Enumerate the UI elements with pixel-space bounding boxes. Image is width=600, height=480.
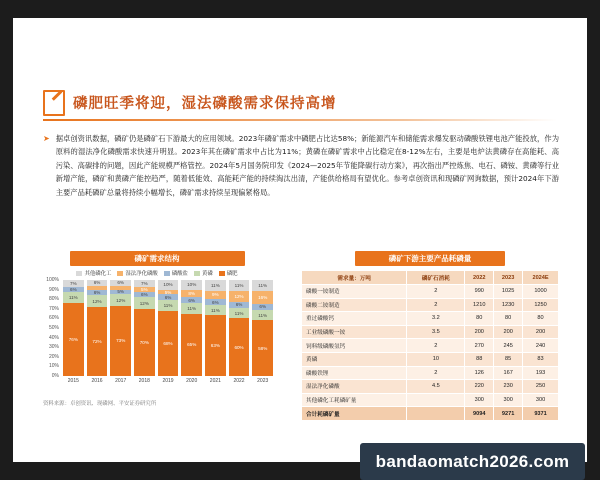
bar-segment: 65% — [181, 314, 202, 376]
bar-segment: 10% — [181, 280, 202, 290]
table-row — [302, 393, 559, 407]
bar-segment: 68% — [158, 311, 179, 376]
title-divider — [43, 119, 557, 121]
legend-item: 湿法净化磷酸 — [117, 269, 157, 277]
table-cell: 9271 — [494, 407, 523, 421]
table-cell: 240 — [523, 339, 559, 353]
bar-segment: 72% — [87, 307, 108, 376]
table-cell: 270 — [465, 339, 494, 353]
table-cell: 1250 — [523, 298, 559, 312]
table-cell: 85 — [494, 352, 523, 366]
table-cell: 磷酸一铵制造 — [302, 285, 407, 299]
bar-column — [134, 280, 155, 376]
table-cell — [407, 407, 465, 421]
table-cell: 磷酸铁锂 — [302, 366, 407, 380]
bar-segment: 6% — [63, 287, 84, 293]
x-tick-label: 2023 — [257, 378, 269, 384]
bar-column — [205, 280, 226, 376]
table-column-header: 磷矿石消耗 — [407, 271, 465, 285]
table-cell: 黄磷 — [302, 352, 407, 366]
table-cell: 1210 — [465, 298, 494, 312]
table-cell: 300 — [465, 393, 494, 407]
table-row — [302, 325, 559, 339]
bullet-arrow-icon: ➤ — [43, 134, 50, 143]
table-cell: 3.5 — [407, 325, 465, 339]
chart-y-axis — [39, 277, 61, 379]
table-cell: 2 — [407, 298, 465, 312]
table-cell: 300 — [523, 393, 559, 407]
bar-segment: 6% — [110, 280, 131, 286]
bar-segment: 8% — [181, 290, 202, 298]
body-paragraph: 据卓创资讯数据，磷矿仍是磷矿石下游最大的应用领域。2023年磷矿需求中磷肥占比达58%；新能源汽车和储能需求爆发驱动磷酸铁锂电池产能投放，作为原料的湿法净化磷酸需求快速升明显。2023年其在磷矿需求中占比为11%；黄磷在磷矿需求中占比稳定在8-12%左右，主要是电炉法黄磷存在高能耗、高污染、高碳排的问题，因此产能规模严格管控。2024年5月国务院印发《2024—2025年节能降碳行动方案》，再次指出严控炼焦、电石、磷铵、黄磷等行业新增产能，磷矿和黄磷产能控趋严，随着低能效、高能耗产能的持续淘汰出清，产能供给格局有望优化。参考卓创资讯和现磷矿网询数据，预计2024年下游主要产品耗磷矿总量将持续小幅增长，磷矿需求持续呈现偏紧格局。 — [55, 134, 559, 197]
bar-segment: 11% — [229, 308, 250, 319]
table-cell: 80 — [494, 312, 523, 326]
table-row — [302, 312, 559, 326]
document-pen-icon — [43, 90, 65, 114]
table-row — [302, 285, 559, 299]
y-tick-label: 0% — [51, 373, 59, 379]
bar-segment: 6% — [252, 304, 273, 310]
bar-segment: 7% — [63, 280, 84, 287]
table-cell: 80 — [523, 312, 559, 326]
table-cell: 2 — [407, 339, 465, 353]
table-cell: 2 — [407, 366, 465, 380]
bar-segment: 9% — [205, 291, 226, 300]
chart-legend — [39, 269, 275, 277]
table-column-header: 2023 — [494, 271, 523, 285]
table-cell: 200 — [523, 325, 559, 339]
x-tick-label: 2017 — [115, 378, 127, 384]
y-tick-label: 70% — [48, 305, 59, 312]
table-cell: 3.2 — [407, 312, 465, 326]
table-column-header: 2024E — [523, 271, 559, 285]
bar-segment: 11% — [63, 292, 84, 303]
table-header-row — [302, 271, 559, 285]
bar-segment: 12% — [87, 295, 108, 307]
table-cell: 9371 — [523, 407, 559, 421]
chart-bars — [63, 280, 273, 376]
bar-segment: 63% — [205, 315, 226, 375]
chart-source-note: 资料来源：卓创资讯、现磷网、平安证券研究所 — [43, 401, 157, 407]
bar-segment: 6% — [181, 297, 202, 303]
table-cell: 4.5 — [407, 380, 465, 394]
table-panel — [301, 251, 559, 421]
bar-segment: 5% — [134, 287, 155, 292]
bar-segment: 11% — [205, 305, 226, 316]
bar-segment: 11% — [252, 310, 273, 321]
bar-segment: 73% — [110, 306, 131, 376]
x-tick-label: 2018 — [138, 378, 150, 384]
table-column-header: 2022 — [465, 271, 494, 285]
bar-segment: 6% — [205, 299, 226, 305]
bar-column — [110, 280, 131, 376]
legend-item: 磷肥 — [219, 269, 238, 277]
bar-segment: 6% — [87, 280, 108, 286]
table-cell: 2 — [407, 285, 465, 299]
table-row — [302, 352, 559, 366]
bar-segment: 6% — [87, 290, 108, 296]
y-tick-label: 80% — [48, 296, 59, 303]
x-tick-label: 2021 — [209, 378, 221, 384]
table-cell: 126 — [465, 366, 494, 380]
y-tick-label: 10% — [48, 363, 59, 370]
table-cell: 重过磷酸钙 — [302, 312, 407, 326]
bar-segment: 58% — [252, 320, 273, 376]
bar-segment: 12% — [134, 297, 155, 309]
y-tick-label: 40% — [48, 334, 59, 341]
chart-plot-area — [39, 277, 275, 390]
table-cell: 饲料级磷酸氢钙 — [302, 339, 407, 353]
table-cell — [407, 393, 465, 407]
x-tick-label: 2015 — [67, 378, 79, 384]
table-row — [302, 380, 559, 394]
bar-segment: 11% — [229, 280, 250, 291]
bar-column — [229, 280, 250, 376]
page-title: 磷肥旺季将迎，湿法磷酸需求保持高增 — [73, 95, 337, 112]
slide-title-row — [43, 90, 337, 114]
bar-segment: 11% — [252, 280, 273, 291]
x-tick-label: 2022 — [233, 378, 245, 384]
bar-segment: 5% — [110, 290, 131, 295]
table-cell: 10 — [407, 352, 465, 366]
table-row — [302, 366, 559, 380]
x-tick-label: 2019 — [162, 378, 174, 384]
bar-column — [181, 280, 202, 376]
bar-segment: 6% — [134, 292, 155, 298]
table-cell: 其他磷化工耗磷矿量 — [302, 393, 407, 407]
bar-segment: 11% — [205, 280, 226, 291]
bar-segment: 7% — [134, 280, 155, 287]
table-cell: 300 — [494, 393, 523, 407]
phosphate-consumption-table — [301, 270, 559, 421]
table-row — [302, 298, 559, 312]
bar-column — [252, 280, 273, 376]
y-tick-label: 100% — [46, 277, 59, 283]
table-cell: 83 — [523, 352, 559, 366]
body-paragraph-block — [43, 132, 559, 199]
table-cell: 250 — [523, 380, 559, 394]
bar-segment: 6% — [158, 294, 179, 300]
chart-x-axis — [63, 378, 273, 384]
bar-segment: 70% — [134, 309, 155, 376]
table-cell: 1230 — [494, 298, 523, 312]
table-column-header: 需求量：万吨 — [302, 271, 407, 285]
y-tick-label: 30% — [48, 344, 59, 351]
table-cell: 200 — [494, 325, 523, 339]
table-cell: 990 — [465, 285, 494, 299]
table-cell: 湿法净化磷酸 — [302, 380, 407, 394]
table-cell: 1000 — [523, 285, 559, 299]
bar-segment: 10% — [158, 280, 179, 290]
bar-column — [158, 280, 179, 376]
legend-item: 其他磷化工 — [76, 269, 111, 277]
bar-segment: 12% — [110, 294, 131, 306]
bar-segment: 11% — [158, 300, 179, 311]
y-tick-label: 50% — [48, 325, 59, 331]
y-tick-label: 60% — [48, 315, 59, 322]
table-cell: 220 — [465, 380, 494, 394]
bar-segment: 11% — [181, 303, 202, 314]
bar-segment: 60% — [229, 318, 250, 376]
table-cell: 167 — [494, 366, 523, 380]
y-tick-label: 90% — [48, 286, 59, 293]
table-cell: 工业级磷酸一铵 — [302, 325, 407, 339]
x-tick-label: 2020 — [186, 378, 198, 384]
table-cell: 9094 — [465, 407, 494, 421]
table-body — [302, 285, 559, 421]
table-cell: 1025 — [494, 285, 523, 299]
bar-column — [63, 280, 84, 376]
watermark-badge: bandaomatch2026.com — [360, 443, 585, 480]
y-tick-label: 20% — [48, 353, 59, 360]
table-cell: 245 — [494, 339, 523, 353]
chart-panel — [39, 251, 275, 411]
table-cell: 200 — [465, 325, 494, 339]
table-title: 磷矿下游主要产品耗磷量 — [355, 251, 505, 266]
bar-segment: 6% — [229, 302, 250, 308]
chart-title: 磷矿需求结构 — [70, 251, 245, 266]
table-cell: 193 — [523, 366, 559, 380]
bar-segment: 5% — [158, 290, 179, 295]
table-cell: 88 — [465, 352, 494, 366]
table-cell: 80 — [465, 312, 494, 326]
bar-segment: 12% — [229, 291, 250, 303]
table-cell: 合计耗磷矿量 — [302, 407, 407, 421]
bar-segment: 16% — [252, 291, 273, 304]
table-cell: 磷酸二铵制造 — [302, 298, 407, 312]
slide-canvas — [13, 18, 587, 471]
x-tick-label: 2016 — [91, 378, 103, 384]
bar-column — [87, 280, 108, 376]
table-total-row — [302, 407, 559, 421]
table-cell: 230 — [494, 380, 523, 394]
legend-item: 磷酸盐 — [164, 269, 188, 277]
bar-segment: 76% — [63, 303, 84, 376]
legend-item: 黄磷 — [194, 269, 213, 277]
table-row — [302, 339, 559, 353]
